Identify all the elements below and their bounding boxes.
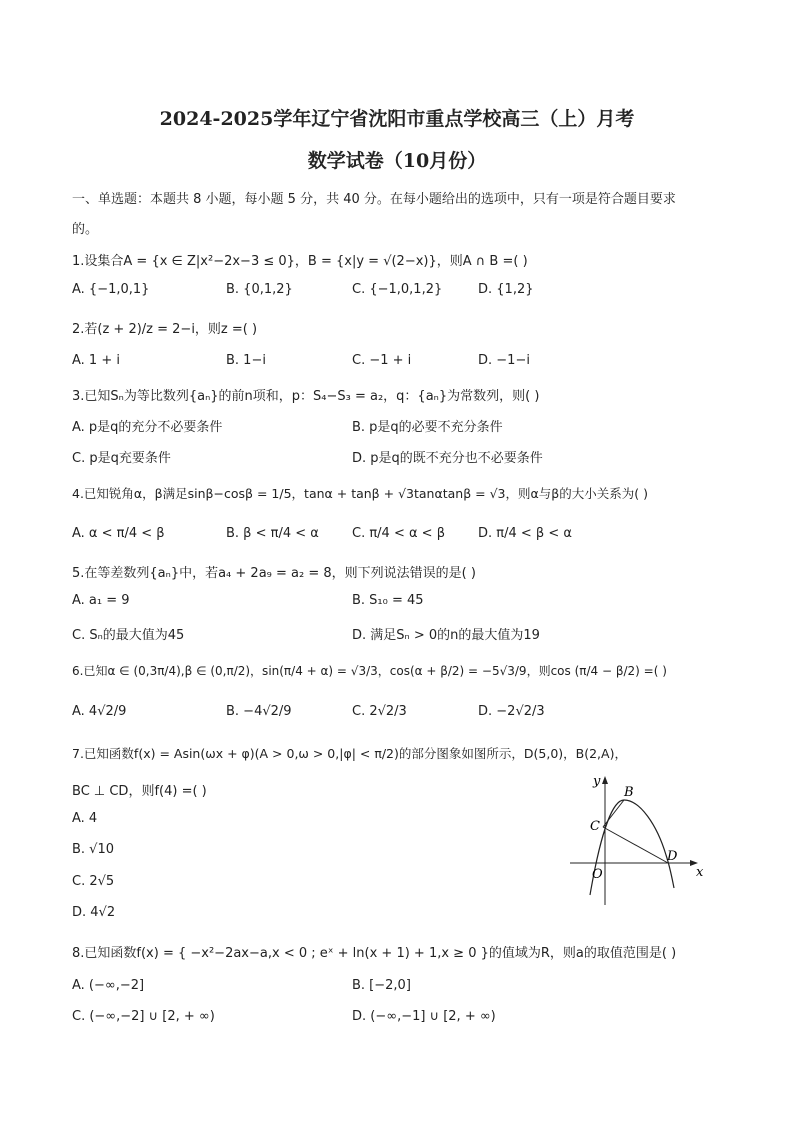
point-d-label: D <box>667 849 678 864</box>
question-3-stem: 3.已知Sₙ为等比数列{aₙ}的前n项和，p：S₄−S₃ = a₂，q：{aₙ}为常数列，则( ) <box>72 389 540 404</box>
y-axis-label: y <box>593 774 601 789</box>
point-c-label: C <box>590 819 600 834</box>
y-axis-arrow-icon <box>602 776 608 784</box>
question-7-stem: 7.已知函数f(x) = Asin(ωx + φ)(A > 0,ω > 0,|φ| < π/2)的部分图象如图所示，D(5,0)，B(2,A)， <box>72 746 627 761</box>
function-graph-figure <box>562 770 712 910</box>
question-6-option-c: C. 2√2/3 <box>352 704 407 719</box>
question-4-option-b: B. β < π/4 < α <box>226 526 319 541</box>
question-8-option-c: C. (−∞,−2] ∪ [2, + ∞) <box>72 1009 215 1024</box>
section-heading-cont: 的。 <box>72 222 99 237</box>
question-4-stem: 4.已知锐角α，β满足sinβ−cosβ = 1/5，tanα + tanβ + √3tanαtanβ = √3，则α与β的大小关系为( ) <box>72 486 648 501</box>
page-subtitle: 数学试卷（10月份） <box>307 150 487 172</box>
question-1-option-d: D. {1,2} <box>478 282 534 297</box>
question-7-option-b: B. √10 <box>72 842 115 857</box>
question-8-option-d: D. (−∞,−1] ∪ [2, + ∞) <box>352 1009 496 1024</box>
question-2-option-d: D. −1−i <box>478 353 530 368</box>
question-7-option-c: C. 2√5 <box>72 874 115 889</box>
question-1-option-a: A. {−1,0,1} <box>72 282 150 297</box>
question-1-option-c: C. {−1,0,1,2} <box>352 282 443 297</box>
question-5-option-c: C. Sₙ的最大值为45 <box>72 628 185 643</box>
question-3-option-a: A. p是q的充分不必要条件 <box>72 420 223 435</box>
question-1-option-b: B. {0,1,2} <box>226 282 293 297</box>
question-8-option-a: A. (−∞,−2] <box>72 978 145 993</box>
question-1-stem: 1.设集合A = {x ∈ Z|x²−2x−3 ≤ 0}，B = {x|y = √(2−x)}，则A ∩ B =( ) <box>72 254 528 269</box>
question-5-option-b: B. S₁₀ = 45 <box>352 593 424 608</box>
question-2-stem: 2.若(z + 2)/z = 2−i，则z =( ) <box>72 322 258 337</box>
question-4-option-d: D. π/4 < β < α <box>478 526 572 541</box>
point-b-label: B <box>624 785 634 800</box>
question-8-option-b: B. [−2,0] <box>352 978 411 993</box>
question-5-stem: 5.在等差数列{aₙ}中，若a₄ + 2a₉ = a₂ = 8，则下列说法错误的是( ) <box>72 566 476 581</box>
question-7-option-d: D. 4√2 <box>72 905 116 920</box>
question-5-option-d: D. 满足Sₙ > 0的n的最大值为19 <box>352 628 540 643</box>
question-3-option-c: C. p是q充要条件 <box>72 451 171 466</box>
question-6-stem: 6.已知α ∈ (0,3π/4),β ∈ (0,π/2)，sin(π/4 + α) = √3/3，cos(α + β/2) = −5√3/9，则cos (π/4 − β/2) =( ) <box>72 664 667 678</box>
question-3-option-b: B. p是q的必要不充分条件 <box>352 420 503 435</box>
question-5-option-a: A. a₁ = 9 <box>72 593 130 608</box>
question-7-stem-cont: BC ⊥ CD，则f(4) =( ) <box>72 784 207 799</box>
page-title: 2024-2025学年辽宁省沈阳市重点学校高三（上）月考 <box>159 108 635 130</box>
question-6-option-b: B. −4√2/9 <box>226 704 292 719</box>
origin-label: O <box>592 867 603 882</box>
question-2-option-b: B. 1−i <box>226 353 266 368</box>
question-4-option-c: C. π/4 < α < β <box>352 526 445 541</box>
question-6-option-a: A. 4√2/9 <box>72 704 127 719</box>
question-4-option-a: A. α < π/4 < β <box>72 526 165 541</box>
question-2-option-a: A. 1 + i <box>72 353 120 368</box>
section-heading: 一、单选题：本题共 8 小题，每小题 5 分，共 40 分。在每小题给出的选项中，只有一项是符合题目要求 <box>72 192 676 207</box>
question-7-option-a: A. 4 <box>72 811 98 826</box>
segment-cd <box>603 827 668 863</box>
question-6-option-d: D. −2√2/3 <box>478 704 545 719</box>
question-8-stem: 8.已知函数f(x) = { −x²−2ax−a,x < 0 ; eˣ + ln(x + 1) + 1,x ≥ 0 }的值域为R，则a的取值范围是( ) <box>72 946 677 961</box>
question-3-option-d: D. p是q的既不充分也不必要条件 <box>352 451 543 466</box>
x-axis-label: x <box>696 865 704 880</box>
segment-bc <box>603 800 624 827</box>
question-2-option-c: C. −1 + i <box>352 353 412 368</box>
